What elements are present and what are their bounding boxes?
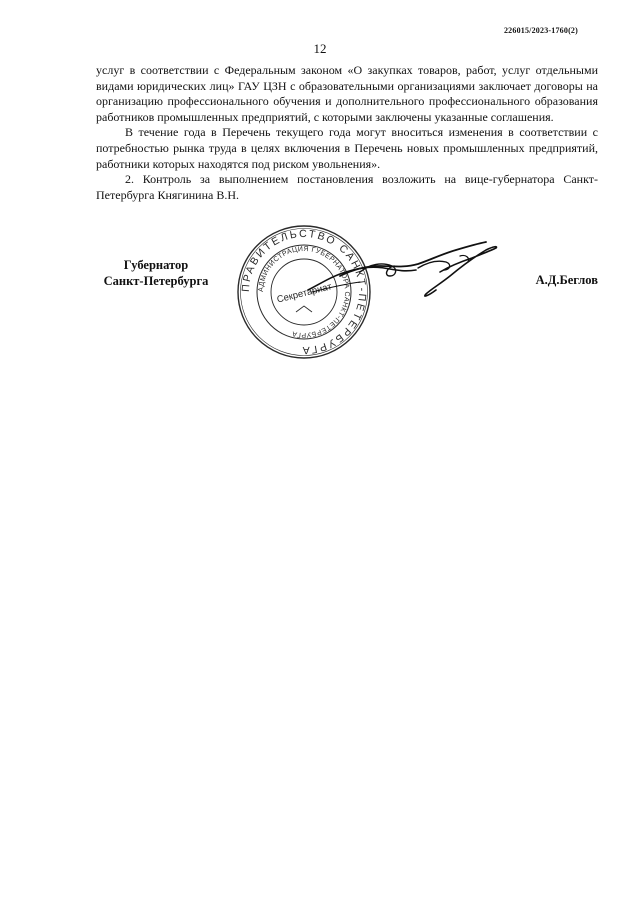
seal-center-text: Секретариат: [275, 281, 333, 306]
signer-title-line2: Санкт-Петербурга: [103, 274, 209, 288]
signer-title: [96, 257, 216, 289]
paragraph-changes: В течение года в Перечень текущего года могут вноситься изменения в соответствии с потребностью рынка труда в целях включения в Перечень новых промышленных предприятий, работники которых находятся под риском увольнения».: [96, 125, 598, 171]
seal-inner-text: АДМИНИСТРАЦИЯ ГУБЕРНАТОРА САНКТ-ПЕТЕРБУРГА: [257, 245, 351, 339]
paragraph-services: услуг в соответствии с Федеральным законом «О закупках товаров, работ, услуг отдельными видами юридических лиц» ГАУ ЦЗН с образовательными организациями заключает договоры на организацию профессионального обучения и дополнительного профессионального образования работников промышленных предприятий, с которыми заключены указанные соглашения.: [96, 63, 598, 124]
signer-name: А.Д.Беглов: [535, 273, 598, 287]
seal-outer-text: ПРАВИТЕЛЬСТВО САНКТ-ПЕТЕРБУРГА: [239, 227, 369, 357]
page-number: 12: [313, 41, 327, 56]
signer-title-line1: Губернатор: [123, 258, 189, 272]
paragraph-control: 2. Контроль за выполнением постановления возложить на вице-губернатора Санкт-Петербурга Княгинина В.Н.: [96, 172, 598, 202]
seal-center-emblem-icon: [296, 306, 312, 312]
document-body: [96, 63, 598, 203]
document-id: 226015/2023-1760(2): [503, 26, 578, 35]
handwritten-signature: [300, 232, 500, 302]
